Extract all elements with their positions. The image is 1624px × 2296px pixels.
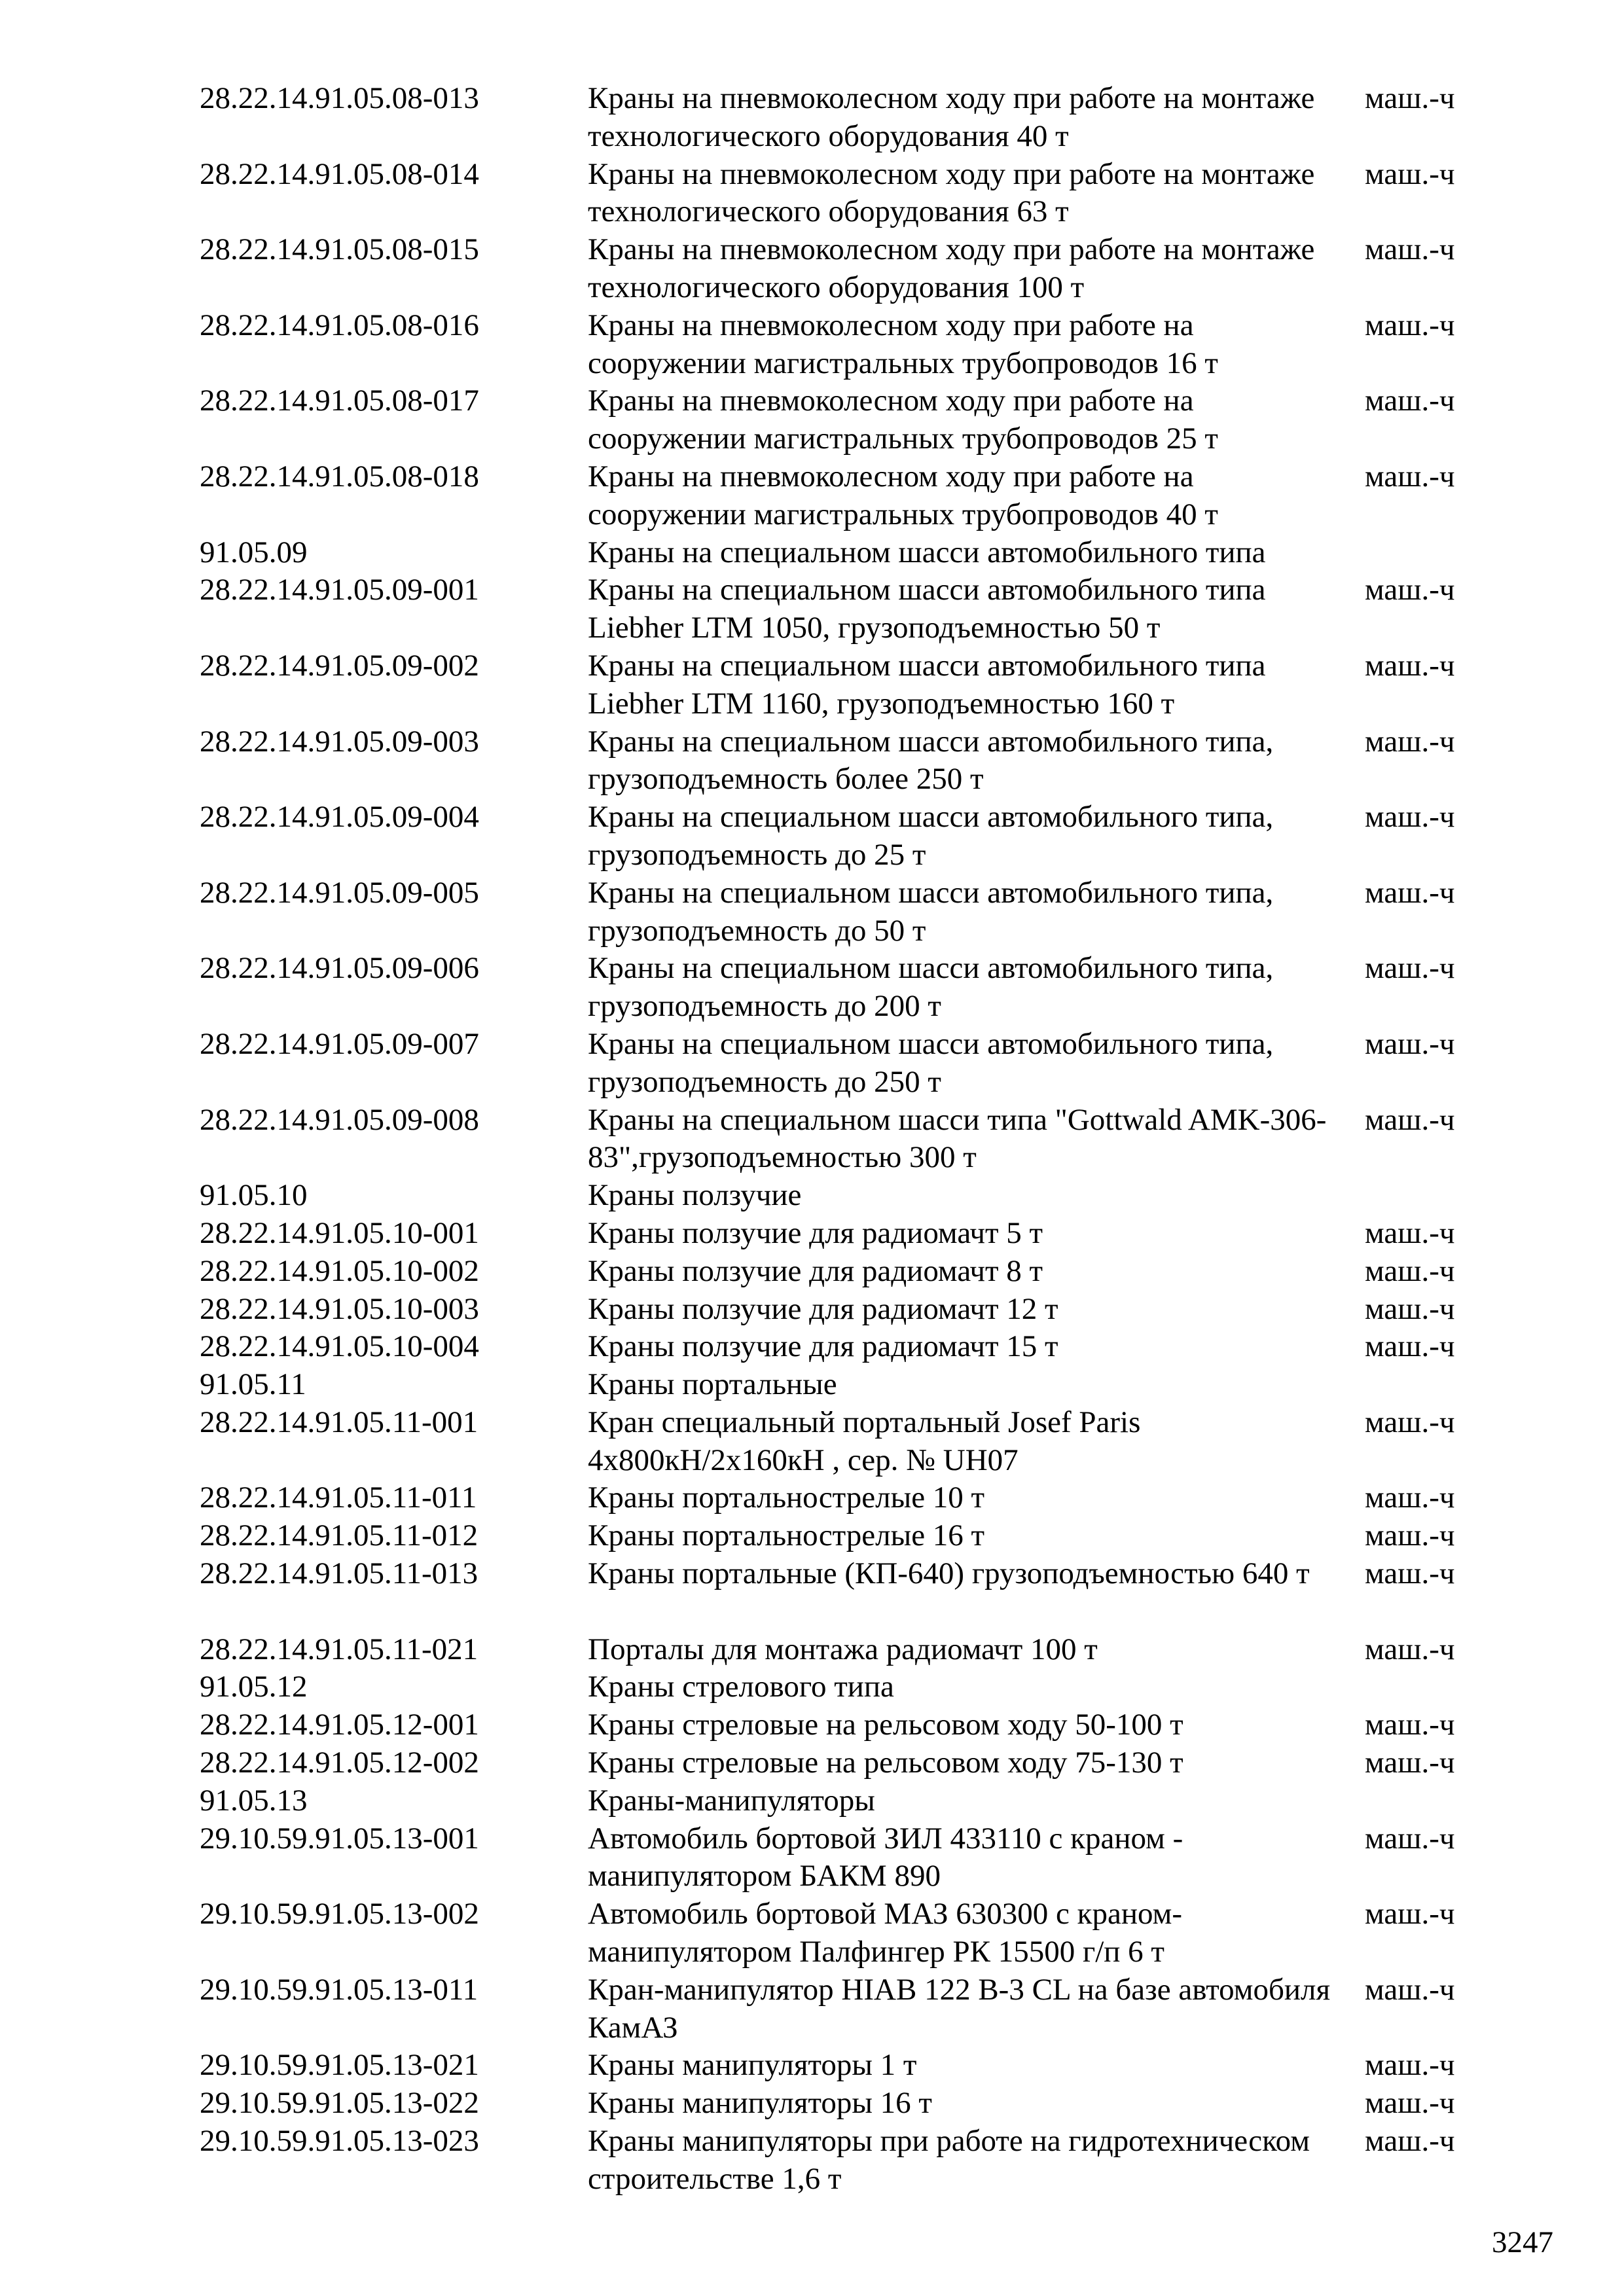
- row-unit: маш.-ч: [1365, 2124, 1455, 2159]
- row-code: 29.10.59.91.05.13-023: [200, 2124, 479, 2159]
- row-unit: маш.-ч: [1365, 1329, 1455, 1364]
- row-unit: маш.-ч: [1365, 1897, 1455, 1931]
- row-unit: маш.-ч: [1365, 1972, 1455, 2007]
- row-code: 28.22.14.91.05.10-004: [200, 1329, 479, 1364]
- section-heading-row: [0, 534, 1624, 572]
- section-code: 91.05.09: [200, 535, 308, 569]
- table-row: [0, 1479, 1624, 1517]
- section-title: Краны ползучие: [588, 1178, 802, 1213]
- row-code: 28.22.14.91.05.09-005: [200, 875, 479, 910]
- row-unit: маш.-ч: [1365, 1480, 1455, 1515]
- table-row: [0, 458, 1624, 534]
- row-description: Краны на пневмоколесном ходу при работе на монтаже технологического оборудования 63 т: [588, 156, 1315, 229]
- row-unit: маш.-ч: [1365, 308, 1455, 342]
- row-code: 28.22.14.91.05.08-015: [200, 232, 479, 267]
- row-unit: маш.-ч: [1365, 951, 1455, 986]
- row-description: Краны манипуляторы 1 т: [588, 2048, 917, 2083]
- table-row: [0, 382, 1624, 458]
- row-description: Краны на специальном шасси типа "Gottwald AMK-306-83",грузоподъемностью 300 т: [588, 1102, 1327, 1175]
- row-unit: маш.-ч: [1365, 81, 1455, 115]
- row-unit: маш.-ч: [1365, 1253, 1455, 1288]
- row-code: 28.22.14.91.05.10-001: [200, 1215, 479, 1250]
- table-row: [0, 1026, 1624, 1102]
- section-code: 91.05.11: [200, 1367, 306, 1402]
- row-code: 29.10.59.91.05.13-001: [200, 1821, 479, 1856]
- row-description: Краны портальнострелые 10 т: [588, 1480, 985, 1515]
- row-code: 28.22.14.91.05.12-001: [200, 1708, 479, 1742]
- row-unit: маш.-ч: [1365, 2086, 1455, 2121]
- row-code: 28.22.14.91.05.11-012: [200, 1518, 478, 1553]
- row-unit: маш.-ч: [1365, 1102, 1455, 1137]
- table-row: [0, 2123, 1624, 2198]
- row-description: Автомобиль бортовой МАЗ 630300 с краном-манипулятором Палфингер РК 15500 г/п 6 т: [588, 1897, 1182, 1969]
- row-code: 28.22.14.91.05.09-008: [200, 1102, 479, 1137]
- row-code: 28.22.14.91.05.08-018: [200, 459, 479, 493]
- row-code: 29.10.59.91.05.13-002: [200, 1897, 479, 1931]
- row-description: Кран специальный портальный Josef Paris 4х800кН/2х160кН , сер. № UH07: [588, 1405, 1141, 1477]
- row-unit: маш.-ч: [1365, 800, 1455, 834]
- row-description: Краны на специальном шасси автомобильного типа Liebher LTM 1050, грузоподъемностью 50 т: [588, 573, 1266, 645]
- row-code: 28.22.14.91.05.08-014: [200, 156, 479, 191]
- row-unit: маш.-ч: [1365, 1215, 1455, 1250]
- row-unit: маш.-ч: [1365, 1821, 1455, 1856]
- table-row: [0, 647, 1624, 723]
- section-code: 91.05.13: [200, 1783, 308, 1818]
- row-code: 28.22.14.91.05.11-011: [200, 1480, 477, 1515]
- row-description: Краны ползучие для радиомачт 12 т: [588, 1291, 1058, 1326]
- row-unit: маш.-ч: [1365, 156, 1455, 191]
- row-unit: маш.-ч: [1365, 459, 1455, 493]
- section-heading-row: [0, 1366, 1624, 1404]
- table-row: [0, 1328, 1624, 1366]
- row-code: 28.22.14.91.05.08-017: [200, 384, 479, 418]
- table-row: [0, 1517, 1624, 1555]
- row-description: Краны портальные (КП-640) грузоподъемностью 640 т: [588, 1556, 1310, 1591]
- table-row: [0, 1555, 1624, 1631]
- row-description: Краны ползучие для радиомачт 5 т: [588, 1215, 1043, 1250]
- row-unit: маш.-ч: [1365, 1556, 1455, 1591]
- row-code: 28.22.14.91.05.10-003: [200, 1291, 479, 1326]
- row-unit: маш.-ч: [1365, 648, 1455, 683]
- row-description: Краны портальнострелые 16 т: [588, 1518, 985, 1553]
- row-code: 28.22.14.91.05.08-016: [200, 308, 479, 342]
- row-description: Краны манипуляторы 16 т: [588, 2086, 932, 2121]
- row-description: Краны на специальном шасси автомобильного типа, грузоподъемность более 250 т: [588, 724, 1274, 797]
- table-row: [0, 231, 1624, 307]
- row-code: 28.22.14.91.05.09-002: [200, 648, 479, 683]
- table-row: [0, 1102, 1624, 1177]
- table-row: [0, 80, 1624, 156]
- row-code: 28.22.14.91.05.12-002: [200, 1746, 479, 1780]
- row-unit: маш.-ч: [1365, 1632, 1455, 1666]
- resource-table: [0, 80, 1624, 2198]
- row-code: 28.22.14.91.05.09-001: [200, 573, 479, 607]
- section-title: Краны-манипуляторы: [588, 1783, 875, 1818]
- section-title: Краны стрелового типа: [588, 1670, 894, 1704]
- row-description: Краны стреловые на рельсовом ходу 50-100 т: [588, 1708, 1183, 1742]
- row-description: Краны на специальном шасси автомобильного типа, грузоподъемность до 50 т: [588, 875, 1274, 948]
- row-description: Краны ползучие для радиомачт 8 т: [588, 1253, 1043, 1288]
- row-description: Краны на пневмоколесном ходу при работе на монтаже технологического оборудования 100 т: [588, 232, 1315, 304]
- section-title: Краны портальные: [588, 1367, 837, 1402]
- table-row: [0, 874, 1624, 950]
- row-unit: маш.-ч: [1365, 1291, 1455, 1326]
- table-row: [0, 2085, 1624, 2123]
- table-row: [0, 950, 1624, 1026]
- section-code: 91.05.10: [200, 1178, 308, 1213]
- section-code: 91.05.12: [200, 1670, 308, 1704]
- row-description: Краны на пневмоколесном ходу при работе на монтаже технологического оборудования 40 т: [588, 81, 1315, 153]
- row-unit: маш.-ч: [1365, 1708, 1455, 1742]
- row-code: 28.22.14.91.05.09-006: [200, 951, 479, 986]
- table-row: [0, 1215, 1624, 1253]
- row-description: Автомобиль бортовой ЗИЛ 433110 с краном - манипулятором БАКМ 890: [588, 1821, 1183, 1893]
- table-row: [0, 1291, 1624, 1329]
- row-description: Краны ползучие для радиомачт 15 т: [588, 1329, 1058, 1364]
- row-description: Краны на пневмоколесном ходу при работе на сооружении магистральных трубопроводов 40 т: [588, 459, 1218, 531]
- row-unit: маш.-ч: [1365, 1746, 1455, 1780]
- table-row: [0, 723, 1624, 799]
- table-row: [0, 307, 1624, 383]
- row-code: 28.22.14.91.05.09-004: [200, 800, 479, 834]
- table-row: [0, 1253, 1624, 1291]
- table-row: [0, 1971, 1624, 2047]
- row-unit: маш.-ч: [1365, 2048, 1455, 2083]
- row-description: Краны на специальном шасси автомобильного типа, грузоподъемность до 200 т: [588, 951, 1274, 1024]
- section-heading-row: [0, 1782, 1624, 1820]
- row-unit: маш.-ч: [1365, 1405, 1455, 1439]
- row-code: 28.22.14.91.05.09-003: [200, 724, 479, 759]
- row-unit: маш.-ч: [1365, 724, 1455, 759]
- row-code: 29.10.59.91.05.13-021: [200, 2048, 479, 2083]
- row-unit: маш.-ч: [1365, 1026, 1455, 1061]
- table-row: [0, 1631, 1624, 1669]
- row-code: 28.22.14.91.05.09-007: [200, 1026, 479, 1061]
- row-unit: маш.-ч: [1365, 573, 1455, 607]
- row-code: 29.10.59.91.05.13-011: [200, 1972, 478, 2007]
- section-title: Краны на специальном шасси автомобильного типа: [588, 535, 1266, 569]
- row-code: 28.22.14.91.05.11-021: [200, 1632, 478, 1666]
- table-row: [0, 156, 1624, 232]
- row-description: Краны манипуляторы при работе на гидротехническом строительстве 1,6 т: [588, 2124, 1310, 2196]
- table-row: [0, 798, 1624, 874]
- table-row: [0, 2047, 1624, 2085]
- row-description: Краны на специальном шасси автомобильного типа Liebher LTM 1160, грузоподъемностью 160 т: [588, 648, 1266, 721]
- row-description: Краны на специальном шасси автомобильного типа, грузоподъемность до 25 т: [588, 800, 1274, 872]
- table-row: [0, 1895, 1624, 1971]
- row-code: 28.22.14.91.05.10-002: [200, 1253, 479, 1288]
- row-code: 29.10.59.91.05.13-022: [200, 2086, 479, 2121]
- row-code: 28.22.14.91.05.11-001: [200, 1405, 478, 1439]
- row-description: Краны на пневмоколесном ходу при работе на сооружении магистральных трубопроводов 25 т: [588, 384, 1218, 456]
- row-unit: маш.-ч: [1365, 384, 1455, 418]
- row-code: 28.22.14.91.05.11-013: [200, 1556, 478, 1591]
- row-description: Краны на пневмоколесном ходу при работе на сооружении магистральных трубопроводов 16 т: [588, 308, 1218, 380]
- table-row: [0, 1820, 1624, 1896]
- row-code: 28.22.14.91.05.08-013: [200, 81, 479, 115]
- row-description: Краны на специальном шасси автомобильного типа, грузоподъемность до 250 т: [588, 1026, 1274, 1099]
- row-unit: маш.-ч: [1365, 875, 1455, 910]
- row-unit: маш.-ч: [1365, 232, 1455, 267]
- row-description: Порталы для монтажа радиомачт 100 т: [588, 1632, 1098, 1666]
- table-row: [0, 1404, 1624, 1480]
- row-unit: маш.-ч: [1365, 1518, 1455, 1553]
- table-row: [0, 571, 1624, 647]
- section-heading-row: [0, 1177, 1624, 1215]
- table-row: [0, 1706, 1624, 1744]
- page-number: 3247: [1492, 2225, 1553, 2259]
- row-description: Краны стреловые на рельсовом ходу 75-130 т: [588, 1746, 1183, 1780]
- table-row: [0, 1744, 1624, 1782]
- row-description: Кран-манипулятор HIAB 122 B-3 CL на базе автомобиля КамАЗ: [588, 1972, 1331, 2045]
- section-heading-row: [0, 1668, 1624, 1706]
